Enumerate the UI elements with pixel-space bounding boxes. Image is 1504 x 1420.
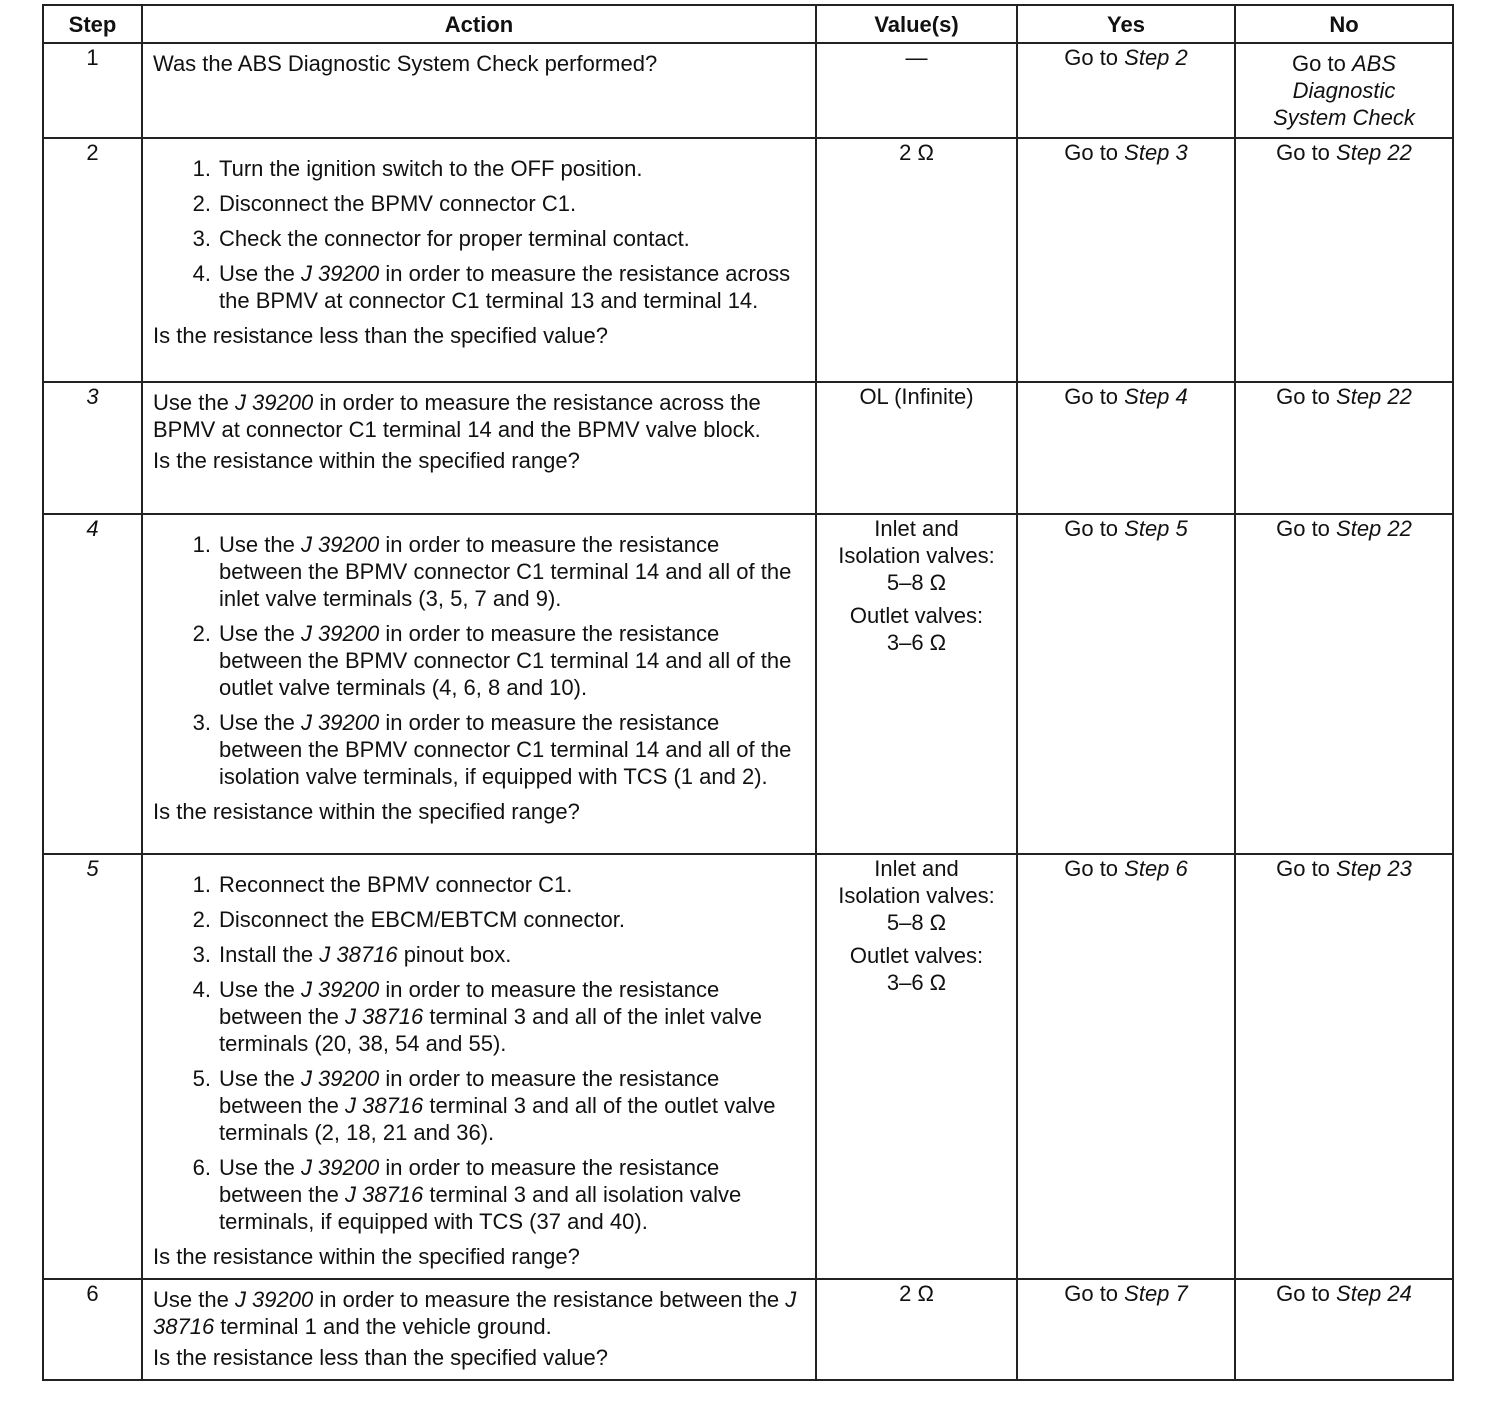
yes-target-link[interactable]: Step 2 — [1124, 45, 1188, 70]
procedure-list — [153, 155, 805, 314]
list-item: 1. Turn the ignition switch to the OFF position. — [192, 156, 643, 181]
list-item: 3. Install the J 38716 pinout box. — [192, 942, 512, 967]
procedure-list — [153, 871, 805, 1235]
question-text: Is the resistance less than the specified value? — [153, 1345, 608, 1370]
tool-reference: J 39200 — [300, 977, 380, 1002]
no-prefix: Go to — [1292, 51, 1352, 76]
header-values: Value(s) — [816, 5, 1017, 43]
tool-reference: J 38716 — [319, 942, 398, 967]
tool-reference: J 38716 — [344, 1182, 424, 1207]
step-number: 6 — [43, 1279, 142, 1380]
tool-reference: J 39200 — [300, 532, 380, 557]
list-item: 4. Use the J 39200 in order to measure the resistance between the J 38716 terminal 3 and all of the inlet valve terminals (20, 38, 54 and 55). — [192, 977, 763, 1056]
step-number: 5 — [43, 854, 142, 1279]
table-row — [43, 514, 1453, 854]
yes-prefix: Go to — [1064, 45, 1125, 70]
list-item: 2. Disconnect the EBCM/EBTCM connector. — [192, 907, 625, 932]
table-row — [43, 43, 1453, 138]
tool-reference: J 39200 — [234, 1287, 314, 1312]
yes-prefix: Go to — [1064, 384, 1125, 409]
yes-target-link[interactable]: Step 6 — [1124, 856, 1188, 881]
value-line: Outlet valves: — [849, 943, 984, 968]
tool-reference: J 39200 — [300, 1066, 380, 1091]
yes-cell — [1017, 854, 1235, 1279]
header-row — [43, 5, 1453, 43]
value-line: 5–8 Ω — [886, 910, 947, 935]
diagnostic-table — [42, 4, 1454, 1381]
value-line: Isolation valves: — [838, 543, 995, 568]
question-text: Is the resistance within the specified range? — [153, 1244, 580, 1269]
tool-reference: J 38716 — [153, 1287, 797, 1339]
value-line: Inlet and — [874, 856, 959, 881]
action-cell — [142, 382, 816, 514]
step-number: 2 — [43, 138, 142, 382]
yes-prefix: Go to — [1064, 856, 1125, 881]
no-cell — [1235, 1279, 1453, 1380]
list-item: 5. Use the J 39200 in order to measure the resistance between the J 38716 terminal 3 and all of the outlet valve terminals (2, 18, 21 and 36). — [192, 1066, 776, 1145]
list-item: 1. Reconnect the BPMV connector C1. — [192, 872, 573, 897]
list-item: 4. Use the J 39200 in order to measure the resistance across the BPMV at connector C1 terminal 13 and terminal 14. — [192, 261, 791, 313]
list-item: 2. Use the J 39200 in order to measure the resistance between the BPMV connector C1 terminal 14 and all of the outlet valve terminals (4, 6, 8 and 10). — [192, 621, 792, 700]
yes-prefix: Go to — [1064, 1281, 1125, 1306]
yes-target-link[interactable]: Step 7 — [1124, 1281, 1188, 1306]
no-target-link[interactable]: System Check — [1273, 105, 1415, 130]
step-number: 3 — [43, 382, 142, 514]
action-cell — [142, 43, 816, 138]
no-cell — [1235, 514, 1453, 854]
value-cell — [816, 854, 1017, 1279]
action-cell — [142, 1279, 816, 1380]
question-text: Is the resistance within the specified range? — [153, 799, 580, 824]
no-target-link[interactable]: Step 22 — [1336, 384, 1412, 409]
no-cell — [1235, 854, 1453, 1279]
value-cell: — — [816, 43, 1017, 138]
value-line: 5–8 Ω — [886, 570, 947, 595]
header-action: Action — [142, 5, 816, 43]
yes-prefix: Go to — [1064, 140, 1125, 165]
no-prefix: Go to — [1276, 516, 1337, 541]
yes-cell — [1017, 382, 1235, 514]
header-yes: Yes — [1017, 5, 1235, 43]
procedure-list — [153, 531, 805, 790]
value-line: Outlet valves: — [849, 603, 984, 628]
no-prefix: Go to — [1276, 1281, 1337, 1306]
action-text: Use the J 39200 in order to measure the resistance between the J 38716 terminal 1 and the vehicle ground. — [153, 1287, 797, 1339]
list-item: 3. Check the connector for proper terminal contact. — [192, 226, 690, 251]
yes-cell — [1017, 514, 1235, 854]
value-line: Isolation valves: — [838, 883, 995, 908]
yes-target-link[interactable]: Step 3 — [1124, 140, 1188, 165]
action-cell — [142, 854, 816, 1279]
question-text: Is the resistance within the specified range? — [153, 448, 580, 473]
tool-reference: J 39200 — [300, 1155, 380, 1180]
yes-prefix: Go to — [1064, 516, 1125, 541]
no-target-link[interactable]: Step 23 — [1336, 856, 1412, 881]
table-row — [43, 382, 1453, 514]
question-text: Is the resistance less than the specified value? — [153, 323, 608, 348]
no-target-link[interactable]: Diagnostic — [1292, 78, 1396, 103]
yes-cell — [1017, 1279, 1235, 1380]
action-cell — [142, 514, 816, 854]
no-prefix: Go to — [1276, 856, 1337, 881]
yes-cell — [1017, 43, 1235, 138]
header-step: Step — [43, 5, 142, 43]
list-item: 6. Use the J 39200 in order to measure the resistance between the J 38716 terminal 3 and all isolation valve terminals, if equipped with TCS (37 and 40). — [192, 1155, 742, 1234]
action-text: Use the J 39200 in order to measure the resistance across the BPMV at connector C1 terminal 14 and the BPMV valve block. — [153, 390, 761, 442]
yes-target-link[interactable]: Step 4 — [1124, 384, 1188, 409]
value-cell: 2 Ω — [816, 138, 1017, 382]
list-item: 3. Use the J 39200 in order to measure the resistance between the BPMV connector C1 terminal 14 and all of the isolation valve terminals, if equipped with TCS (1 and 2). — [192, 710, 792, 789]
table-row — [43, 854, 1453, 1279]
yes-cell — [1017, 138, 1235, 382]
no-target-link[interactable]: Step 24 — [1336, 1281, 1412, 1306]
value-line: Inlet and — [874, 516, 959, 541]
value-cell: 2 Ω — [816, 1279, 1017, 1380]
value-cell — [816, 514, 1017, 854]
no-target-link[interactable]: Step 22 — [1336, 516, 1412, 541]
no-target-link[interactable]: ABS — [1351, 51, 1396, 76]
value-line: 3–6 Ω — [886, 970, 947, 995]
no-cell — [1235, 382, 1453, 514]
value-cell: OL (Infinite) — [816, 382, 1017, 514]
yes-target-link[interactable]: Step 5 — [1124, 516, 1188, 541]
no-prefix: Go to — [1276, 384, 1337, 409]
list-item: 2. Disconnect the BPMV connector C1. — [192, 191, 577, 216]
value-line: 3–6 Ω — [886, 630, 947, 655]
action-cell — [142, 138, 816, 382]
tool-reference: J 39200 — [300, 710, 380, 735]
action-text: Was the ABS Diagnostic System Check performed? — [153, 51, 658, 76]
tool-reference: J 38716 — [344, 1004, 424, 1029]
no-cell — [1235, 138, 1453, 382]
table-row — [43, 138, 1453, 382]
tool-reference: J 39200 — [300, 261, 380, 286]
no-prefix: Go to — [1276, 140, 1337, 165]
list-item: 1. Use the J 39200 in order to measure the resistance between the BPMV connector C1 terminal 14 and all of the inlet valve terminals (3, 5, 7 and 9). — [192, 532, 792, 611]
step-number: 4 — [43, 514, 142, 854]
no-cell — [1235, 43, 1453, 138]
tool-reference: J 39200 — [234, 390, 314, 415]
header-no: No — [1235, 5, 1453, 43]
no-target-link[interactable]: Step 22 — [1336, 140, 1412, 165]
table-row — [43, 1279, 1453, 1380]
tool-reference: J 38716 — [344, 1093, 424, 1118]
tool-reference: J 39200 — [300, 621, 380, 646]
step-number: 1 — [43, 43, 142, 138]
